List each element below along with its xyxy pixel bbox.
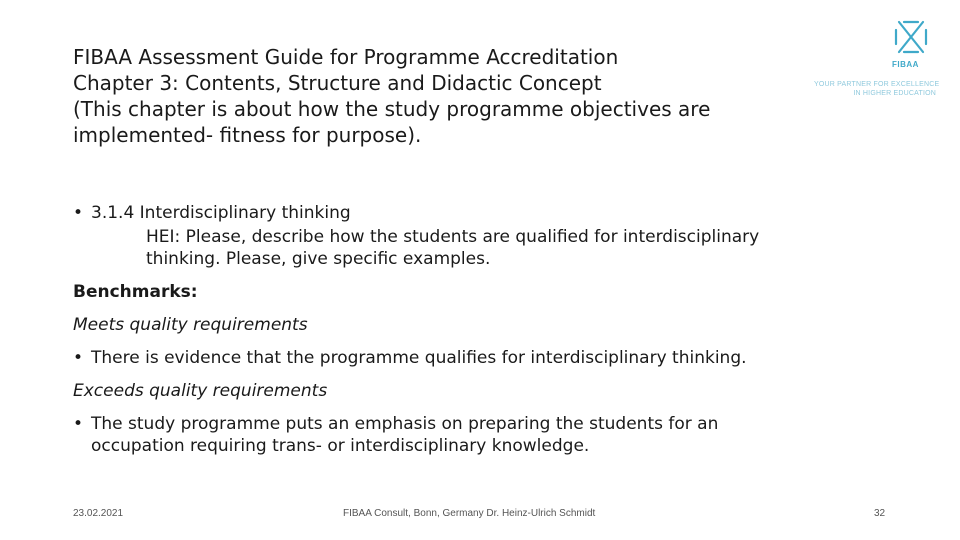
bullet: • <box>73 203 84 223</box>
exceeds-requirements-label: Exceeds quality requirements <box>73 381 328 401</box>
bullet: • <box>73 348 84 368</box>
slide-title <box>73 44 803 148</box>
fibaa-logo <box>808 14 948 104</box>
hei-line: HEI: Please, describe how the students are qualified for interdisciplinary <box>146 227 760 247</box>
meets-bullet-text: There is evidence that the programme qualifies for interdisciplinary thinking. <box>91 348 747 368</box>
title-line: Chapter 3: Contents, Structure and Didactic Concept <box>73 71 602 95</box>
title-line: FIBAA Assessment Guide for Programme Accreditation <box>73 45 619 69</box>
exceeds-bullet-line: occupation requiring trans- or interdisciplinary knowledge. <box>91 436 590 456</box>
star-cross-icon <box>894 18 928 56</box>
list-item <box>73 413 873 457</box>
logo-name: FIBAA <box>892 60 919 69</box>
footer-presenter: FIBAA Consult, Bonn, Germany Dr. Heinz-Ulrich Schmidt <box>343 508 596 519</box>
slide-body <box>73 202 873 457</box>
logo-tagline-line: IN HIGHER EDUCATION <box>853 90 936 97</box>
list-item <box>73 347 873 369</box>
logo-tagline <box>814 80 940 98</box>
title-line: (This chapter is about how the study programme objectives are <box>73 97 711 121</box>
hei-question <box>73 226 873 270</box>
footer-date: 23.02.2021 <box>73 508 124 519</box>
bullet: • <box>73 414 84 434</box>
benchmarks-heading: Benchmarks: <box>73 282 198 302</box>
hei-line: thinking. Please, give specific examples. <box>146 249 491 269</box>
page-number: 32 <box>874 508 886 519</box>
title-line: implemented- fitness for purpose). <box>73 123 422 147</box>
logo-tagline-line: YOUR PARTNER FOR EXCELLENCE <box>814 81 940 88</box>
exceeds-bullet-line: The study programme puts an emphasis on preparing the students for an <box>91 414 719 434</box>
list-item <box>73 202 873 224</box>
meets-requirements-label: Meets quality requirements <box>73 315 308 335</box>
item-title: 3.1.4 Interdisciplinary thinking <box>91 203 351 223</box>
